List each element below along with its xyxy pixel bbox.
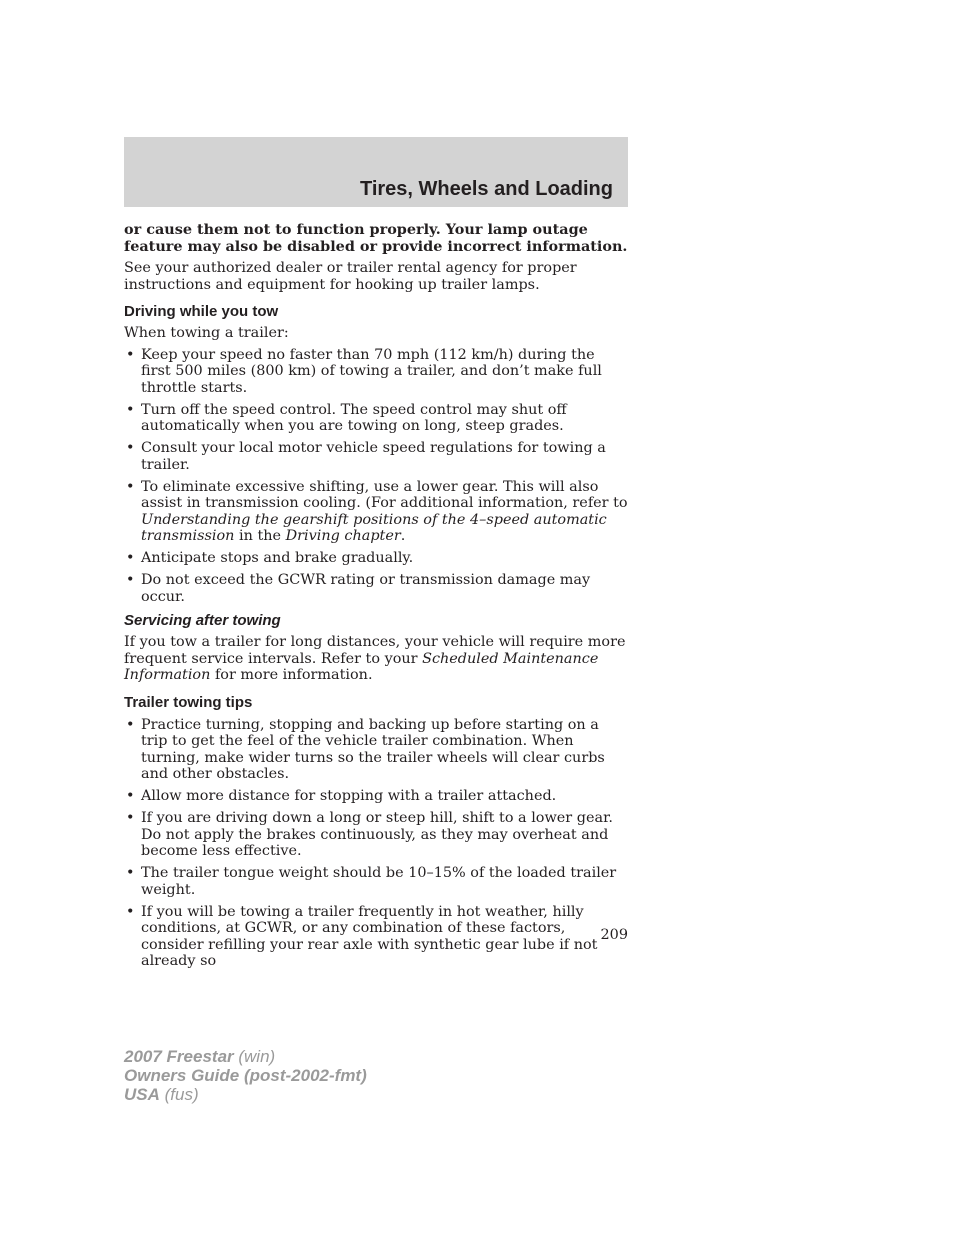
section-header-band [124,137,628,207]
maintenance-reference: Scheduled Maintenance Information [124,650,599,683]
list-item: • Turn off the speed control. The speed control may shut off automatically when you are towing on long, steep grades. [126,401,567,434]
list-item: • Keep your speed no faster than 70 mph (112 km/h) during the first 500 miles (800 km) of towing a trailer, and don’t make full throttle starts. [126,346,602,396]
footer-line-3: USA (fus) [124,1085,199,1104]
driving-lead: When towing a trailer: [124,325,289,341]
bullet-icon: • [126,478,135,495]
driving-chapter-reference: Driving chapter [285,528,401,544]
footer-line-2: Owners Guide (post-2002-fmt) [124,1066,367,1085]
bullet-icon: • [126,716,135,733]
heading-servicing-after-towing: Servicing after towing [124,612,281,629]
list-item: • If you will be towing a trailer frequently in hot weather, hilly conditions, at GCWR, or any combination of these factors, consider refilling your rear axle with synthetic gear lube if not already so [126,903,598,969]
bullet-icon: • [126,440,135,456]
list-item: • Do not exceed the GCWR rating or transmission damage may occur. [126,572,591,605]
bullet-icon: • [126,903,135,920]
footer-line-1: 2007 Freestar (win) [124,1047,276,1066]
heading-trailer-towing-tips: Trailer towing tips [124,693,253,711]
bullet-icon: • [126,788,135,804]
section-title: Tires, Wheels and Loading [359,178,613,200]
heading-driving-while-you-tow: Driving while you tow [124,303,279,320]
bullet-icon: • [126,550,135,566]
list-item: • The trailer tongue weight should be 10–15% of the loaded trailer weight. [126,865,617,898]
page-content [124,222,628,975]
bullet-icon: • [126,810,135,826]
list-item: • If you are driving down a long or steep hill, shift to a lower gear. Do not apply the brakes continuously, as they may overheat and become less effective. [126,810,613,859]
page-number: 209 [600,927,628,943]
dealer-paragraph: See your authorized dealer or trailer rental agency for proper instructions and equipment for hooking up trailer lamps. [124,260,577,293]
bullet-icon: • [126,401,135,418]
bullet-icon: • [126,572,135,588]
list-item: • Consult your local motor vehicle speed regulations for towing a trailer. [126,440,606,473]
list-item: • Anticipate stops and brake gradually. [126,550,414,566]
bullet-icon: • [126,346,135,363]
driving-bullet-list [124,347,628,606]
servicing-paragraph: If you tow a trailer for long distances, your vehicle will require more frequent service intervals. Refer to your Scheduled Maintenance Information for more information. [124,634,626,683]
list-item: • Allow more distance for stopping with a trailer attached. [126,788,557,804]
tips-bullet-list [124,717,628,970]
bullet-icon: • [126,865,135,881]
gearshift-reference: Understanding the gearshift positions of the 4–speed automatic transmission [141,511,607,544]
list-item: • To eliminate excessive shifting, use a lower gear. This will also assist in transmission cooling. (For additional information, refer to Understanding the gearshift positions of the 4–speed automatic transmission in the Driving chapter. [126,478,628,544]
list-item: • Practice turning, stopping and backing up before starting on a trip to get the feel of the vehicle trailer combination. When turning, make wider turns so the trailer wheels will clear curbs and other obstacles. [126,716,605,782]
document-footer [124,1047,367,1104]
warning-continuation: or cause them not to function properly. Your lamp outage feature may also be disabled or provide incorrect information. [124,221,628,255]
